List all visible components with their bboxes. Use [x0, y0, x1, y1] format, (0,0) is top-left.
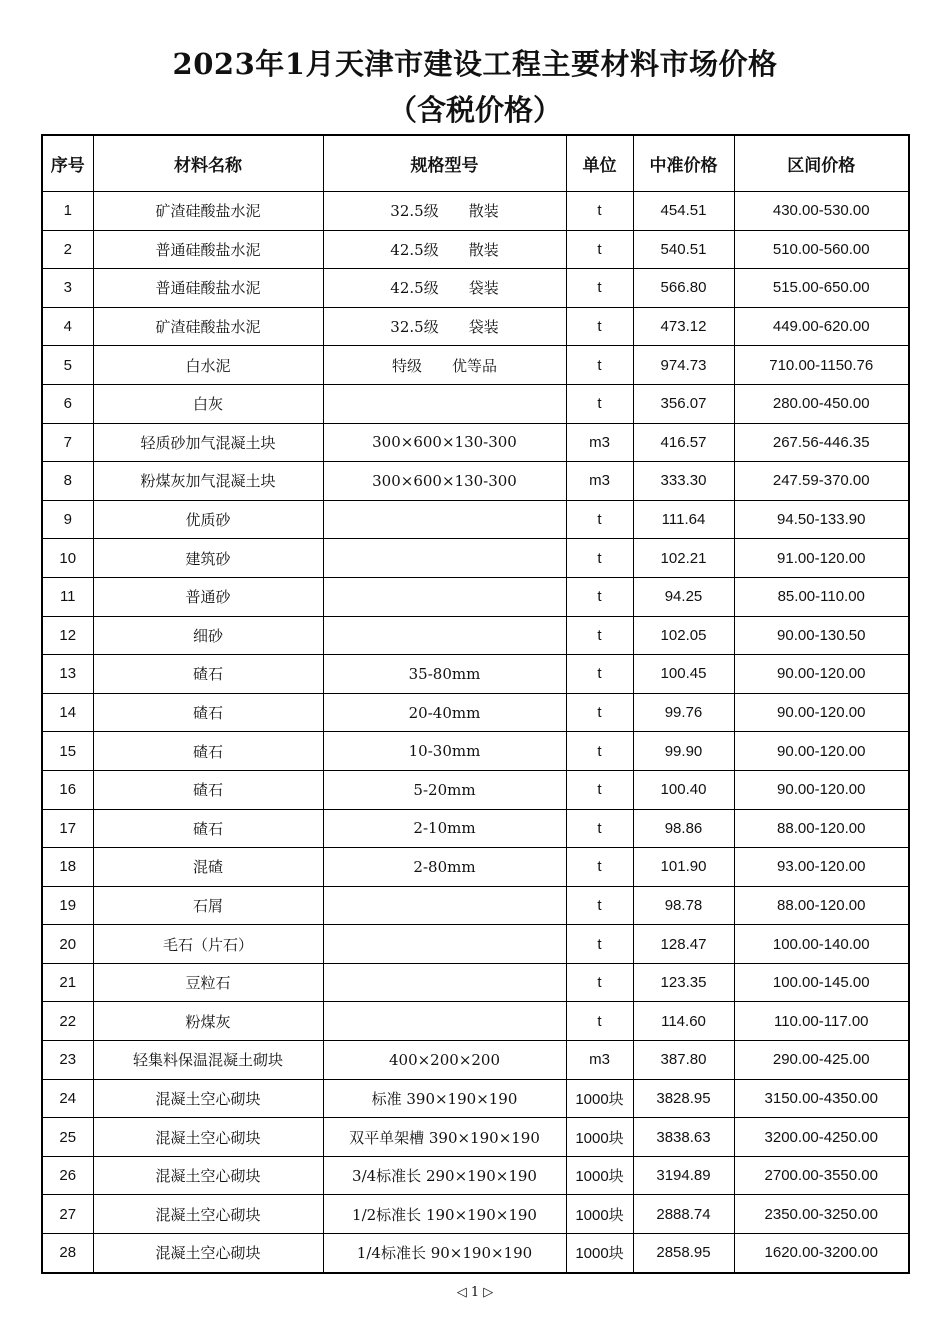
page-subtitle: （含税价格）	[387, 93, 562, 127]
cell-material-name: 碴石	[93, 809, 323, 848]
cell-spec: 42.5级 袋装	[323, 269, 566, 308]
cell-median-price: 3828.95	[633, 1079, 734, 1118]
header-median-price: 中准价格	[633, 135, 734, 192]
cell-price-range: 85.00-110.00	[734, 577, 909, 616]
cell-material-name: 矿渣硅酸盐水泥	[93, 307, 323, 346]
cell-index: 5	[42, 346, 93, 385]
cell-index: 26	[42, 1156, 93, 1195]
table-row	[42, 655, 909, 694]
cell-price-range: 710.00-1150.76	[734, 346, 909, 385]
cell-material-name: 碴石	[93, 655, 323, 694]
cell-price-range: 280.00-450.00	[734, 384, 909, 423]
cell-spec: 1/2标准长 190×190×190	[323, 1195, 566, 1234]
cell-price-range: 90.00-120.00	[734, 693, 909, 732]
cell-median-price: 2858.95	[633, 1234, 734, 1273]
cell-price-range: 88.00-120.00	[734, 886, 909, 925]
cell-price-range: 90.00-120.00	[734, 655, 909, 694]
cell-index: 19	[42, 886, 93, 925]
table-row	[42, 384, 909, 423]
cell-price-range: 94.50-133.90	[734, 500, 909, 539]
cell-median-price: 99.76	[633, 693, 734, 732]
cell-index: 27	[42, 1195, 93, 1234]
table-row	[42, 616, 909, 655]
cell-material-name: 普通硅酸盐水泥	[93, 230, 323, 269]
cell-spec: 42.5级 散装	[323, 230, 566, 269]
cell-spec: 32.5级 散装	[323, 192, 566, 231]
cell-spec: 300×600×130-300	[323, 423, 566, 462]
cell-material-name: 粉煤灰	[93, 1002, 323, 1041]
table-row	[42, 809, 909, 848]
table-header-row	[42, 135, 909, 192]
cell-index: 8	[42, 462, 93, 501]
header-spec: 规格型号	[323, 135, 566, 192]
table-row	[42, 539, 909, 578]
cell-material-name: 轻集料保温混凝土砌块	[93, 1041, 323, 1080]
cell-index: 15	[42, 732, 93, 771]
cell-price-range: 290.00-425.00	[734, 1041, 909, 1080]
cell-index: 23	[42, 1041, 93, 1080]
cell-unit: t	[566, 963, 633, 1002]
cell-price-range: 110.00-117.00	[734, 1002, 909, 1041]
table-row	[42, 192, 909, 231]
cell-material-name: 混凝土空心砌块	[93, 1195, 323, 1234]
table-row	[42, 925, 909, 964]
cell-unit: t	[566, 770, 633, 809]
cell-unit: t	[566, 655, 633, 694]
cell-price-range: 1620.00-3200.00	[734, 1234, 909, 1273]
cell-unit: t	[566, 269, 633, 308]
cell-spec	[323, 384, 566, 423]
cell-median-price: 416.57	[633, 423, 734, 462]
cell-median-price: 333.30	[633, 462, 734, 501]
cell-material-name: 粉煤灰加气混凝土块	[93, 462, 323, 501]
table-row	[42, 307, 909, 346]
header-index: 序号	[42, 135, 93, 192]
cell-median-price: 3838.63	[633, 1118, 734, 1157]
cell-price-range: 90.00-130.50	[734, 616, 909, 655]
cell-material-name: 轻质砂加气混凝土块	[93, 423, 323, 462]
cell-price-range: 510.00-560.00	[734, 230, 909, 269]
cell-unit: m3	[566, 423, 633, 462]
cell-unit: t	[566, 616, 633, 655]
cell-unit: 1000块	[566, 1156, 633, 1195]
cell-unit: t	[566, 693, 633, 732]
table-row	[42, 848, 909, 887]
cell-index: 25	[42, 1118, 93, 1157]
cell-index: 7	[42, 423, 93, 462]
cell-price-range: 88.00-120.00	[734, 809, 909, 848]
cell-price-range: 2350.00-3250.00	[734, 1195, 909, 1234]
cell-index: 22	[42, 1002, 93, 1041]
cell-unit: m3	[566, 1041, 633, 1080]
cell-spec: 300×600×130-300	[323, 462, 566, 501]
table-row	[42, 1118, 909, 1157]
cell-spec: 400×200×200	[323, 1041, 566, 1080]
cell-spec	[323, 616, 566, 655]
cell-median-price: 387.80	[633, 1041, 734, 1080]
cell-unit: t	[566, 732, 633, 771]
cell-spec	[323, 500, 566, 539]
table-row	[42, 500, 909, 539]
cell-unit: t	[566, 384, 633, 423]
cell-median-price: 566.80	[633, 269, 734, 308]
cell-median-price: 128.47	[633, 925, 734, 964]
table-row	[42, 963, 909, 1002]
cell-median-price: 123.35	[633, 963, 734, 1002]
cell-price-range: 90.00-120.00	[734, 770, 909, 809]
cell-material-name: 建筑砂	[93, 539, 323, 578]
cell-material-name: 普通砂	[93, 577, 323, 616]
table-row	[42, 423, 909, 462]
cell-unit: 1000块	[566, 1234, 633, 1273]
cell-spec: 2-80mm	[323, 848, 566, 887]
cell-unit: 1000块	[566, 1079, 633, 1118]
table-row	[42, 886, 909, 925]
cell-unit: t	[566, 307, 633, 346]
cell-index: 20	[42, 925, 93, 964]
cell-spec: 20-40mm	[323, 693, 566, 732]
cell-index: 17	[42, 809, 93, 848]
cell-spec	[323, 539, 566, 578]
cell-index: 10	[42, 539, 93, 578]
cell-material-name: 碴石	[93, 770, 323, 809]
cell-unit: t	[566, 192, 633, 231]
cell-price-range: 3150.00-4350.00	[734, 1079, 909, 1118]
cell-median-price: 473.12	[633, 307, 734, 346]
cell-spec	[323, 577, 566, 616]
cell-material-name: 混凝土空心砌块	[93, 1156, 323, 1195]
cell-median-price: 356.07	[633, 384, 734, 423]
cell-median-price: 98.78	[633, 886, 734, 925]
cell-unit: t	[566, 230, 633, 269]
cell-spec: 32.5级 袋装	[323, 307, 566, 346]
cell-median-price: 98.86	[633, 809, 734, 848]
cell-index: 4	[42, 307, 93, 346]
cell-unit: 1000块	[566, 1195, 633, 1234]
cell-unit: t	[566, 1002, 633, 1041]
cell-spec: 双平单架槽 390×190×190	[323, 1118, 566, 1157]
header-material-name: 材料名称	[93, 135, 323, 192]
cell-price-range: 100.00-140.00	[734, 925, 909, 964]
table-row	[42, 230, 909, 269]
table-row	[42, 346, 909, 385]
cell-price-range: 247.59-370.00	[734, 462, 909, 501]
cell-unit: t	[566, 346, 633, 385]
cell-price-range: 3200.00-4250.00	[734, 1118, 909, 1157]
cell-median-price: 101.90	[633, 848, 734, 887]
cell-index: 1	[42, 192, 93, 231]
table-row	[42, 1195, 909, 1234]
cell-unit: t	[566, 809, 633, 848]
cell-spec: 特级 优等品	[323, 346, 566, 385]
table-row	[42, 732, 909, 771]
cell-price-range: 430.00-530.00	[734, 192, 909, 231]
cell-material-name: 碴石	[93, 693, 323, 732]
cell-spec: 35-80mm	[323, 655, 566, 694]
cell-median-price: 100.40	[633, 770, 734, 809]
cell-spec	[323, 925, 566, 964]
cell-material-name: 细砂	[93, 616, 323, 655]
header-price-range: 区间价格	[734, 135, 909, 192]
cell-material-name: 白水泥	[93, 346, 323, 385]
cell-unit: t	[566, 848, 633, 887]
table-row	[42, 462, 909, 501]
cell-index: 12	[42, 616, 93, 655]
cell-price-range: 91.00-120.00	[734, 539, 909, 578]
cell-spec: 5-20mm	[323, 770, 566, 809]
cell-spec: 标准 390×190×190	[323, 1079, 566, 1118]
cell-price-range: 90.00-120.00	[734, 732, 909, 771]
cell-median-price: 114.60	[633, 1002, 734, 1041]
cell-index: 24	[42, 1079, 93, 1118]
cell-median-price: 3194.89	[633, 1156, 734, 1195]
price-table	[41, 134, 910, 1274]
cell-material-name: 混凝土空心砌块	[93, 1118, 323, 1157]
cell-spec	[323, 963, 566, 1002]
cell-median-price: 2888.74	[633, 1195, 734, 1234]
cell-median-price: 99.90	[633, 732, 734, 771]
cell-spec	[323, 1002, 566, 1041]
cell-price-range: 93.00-120.00	[734, 848, 909, 887]
cell-spec	[323, 886, 566, 925]
cell-unit: m3	[566, 462, 633, 501]
cell-material-name: 碴石	[93, 732, 323, 771]
cell-index: 16	[42, 770, 93, 809]
cell-material-name: 优质砂	[93, 500, 323, 539]
table-body	[42, 192, 909, 1273]
header-unit: 单位	[566, 135, 633, 192]
cell-price-range: 515.00-650.00	[734, 269, 909, 308]
cell-index: 14	[42, 693, 93, 732]
cell-index: 21	[42, 963, 93, 1002]
cell-material-name: 混凝土空心砌块	[93, 1079, 323, 1118]
cell-material-name: 混凝土空心砌块	[93, 1234, 323, 1273]
cell-price-range: 2700.00-3550.00	[734, 1156, 909, 1195]
cell-material-name: 矿渣硅酸盐水泥	[93, 192, 323, 231]
cell-unit: t	[566, 500, 633, 539]
table-row	[42, 1002, 909, 1041]
cell-price-range: 267.56-446.35	[734, 423, 909, 462]
cell-unit: t	[566, 577, 633, 616]
cell-material-name: 毛石（片石）	[93, 925, 323, 964]
table-row	[42, 693, 909, 732]
cell-unit: t	[566, 886, 633, 925]
cell-median-price: 100.45	[633, 655, 734, 694]
cell-median-price: 540.51	[633, 230, 734, 269]
cell-material-name: 石屑	[93, 886, 323, 925]
cell-spec: 10-30mm	[323, 732, 566, 771]
cell-material-name: 豆粒石	[93, 963, 323, 1002]
table-row	[42, 1079, 909, 1118]
cell-median-price: 94.25	[633, 577, 734, 616]
cell-index: 2	[42, 230, 93, 269]
cell-price-range: 449.00-620.00	[734, 307, 909, 346]
table-row	[42, 1156, 909, 1195]
cell-median-price: 111.64	[633, 500, 734, 539]
cell-median-price: 974.73	[633, 346, 734, 385]
table-row	[42, 1234, 909, 1273]
cell-material-name: 普通硅酸盐水泥	[93, 269, 323, 308]
page-number: ◁ 1 ▷	[456, 1285, 494, 1300]
cell-index: 18	[42, 848, 93, 887]
cell-spec: 3/4标准长 290×190×190	[323, 1156, 566, 1195]
cell-median-price: 454.51	[633, 192, 734, 231]
cell-index: 6	[42, 384, 93, 423]
cell-index: 13	[42, 655, 93, 694]
cell-spec: 2-10mm	[323, 809, 566, 848]
cell-median-price: 102.05	[633, 616, 734, 655]
cell-material-name: 白灰	[93, 384, 323, 423]
table-row	[42, 577, 909, 616]
cell-price-range: 100.00-145.00	[734, 963, 909, 1002]
cell-index: 28	[42, 1234, 93, 1273]
table-row	[42, 770, 909, 809]
cell-material-name: 混碴	[93, 848, 323, 887]
page-title: 2023年1月天津市建设工程主要材料市场价格	[172, 47, 778, 81]
cell-index: 9	[42, 500, 93, 539]
cell-median-price: 102.21	[633, 539, 734, 578]
table-row	[42, 1041, 909, 1080]
cell-unit: t	[566, 925, 633, 964]
cell-index: 3	[42, 269, 93, 308]
cell-index: 11	[42, 577, 93, 616]
cell-unit: t	[566, 539, 633, 578]
table-row	[42, 269, 909, 308]
cell-unit: 1000块	[566, 1118, 633, 1157]
cell-spec: 1/4标准长 90×190×190	[323, 1234, 566, 1273]
